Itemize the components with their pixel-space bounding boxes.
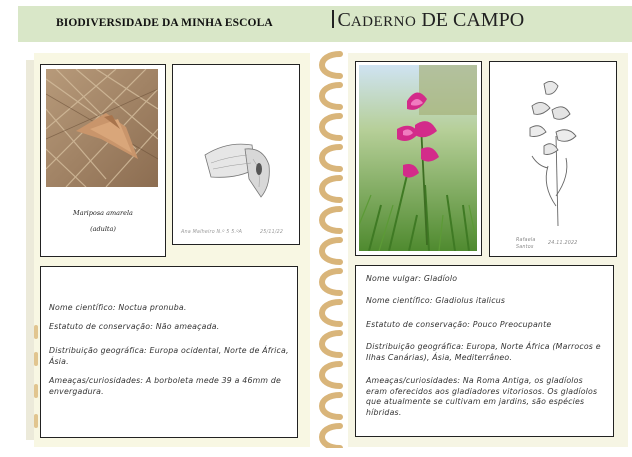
page-tab-mark <box>34 352 38 366</box>
flower-notes-card <box>355 265 614 437</box>
moth-sketch-card <box>172 64 300 245</box>
sketch-signature: Ana Malheiro N.º 5 5.ºA <box>181 230 243 235</box>
spiral-ring <box>322 364 340 386</box>
spiral-ring <box>322 54 340 76</box>
photo-caption-stage: (adulta) <box>90 225 116 233</box>
spiral-ring <box>322 147 340 169</box>
title-small-caps: ADERNO <box>350 14 417 30</box>
spiral-ring <box>322 302 340 324</box>
moth-conservation-status: Estatuto de conservação: Não ameaçada. <box>49 322 220 331</box>
moth-scientific-name: Nome científico: Noctua pronuba. <box>49 303 187 312</box>
spiral-ring <box>322 395 340 417</box>
spiral-ring <box>322 209 340 231</box>
moth-photo <box>46 69 158 187</box>
flower-sketch-card <box>489 61 617 257</box>
flower-sketch-signature-last: Santos <box>516 245 534 250</box>
flower-scientific-name: Nome científico: Gladiolus italicus <box>366 296 506 305</box>
moth-sketch <box>197 135 277 205</box>
page-tab-mark <box>34 325 38 339</box>
page-tab-mark <box>34 414 38 428</box>
sketch-date: 25/11/22 <box>260 230 284 235</box>
flower-conservation-status: Estatuto de conservação: Pouco Preocupante <box>366 320 552 329</box>
gladiolus-photo <box>359 65 477 251</box>
title-big-words: DE CAMPO <box>421 9 525 31</box>
flower-sketch-date: 24.11.2022 <box>548 241 578 246</box>
moth-photo-card <box>40 64 166 257</box>
spiral-ring <box>322 85 340 107</box>
photo-caption-name: Mariposa amarela <box>73 209 133 217</box>
title-first-letter: C <box>337 9 351 31</box>
spiral-ring <box>322 178 340 200</box>
spiral-ring <box>322 116 340 138</box>
spiral-ring <box>322 426 340 448</box>
spiral-ring <box>322 271 340 293</box>
flower-photo-card <box>355 61 482 256</box>
header-band <box>18 6 632 42</box>
title-divider <box>332 10 334 28</box>
moth-curiosities: Ameaças/curiosidades: A borboleta mede 39 a 46mm de envergadura. <box>49 376 282 396</box>
school-title: BIODIVERSIDADE DA MINHA ESCOLA <box>56 17 273 29</box>
moth-distribution: Distribuição geográfica: Europa ocidental, Norte de África, Ásia. <box>49 346 289 366</box>
spiral-ring <box>322 333 340 355</box>
flower-common-name: Nome vulgar: Gladíolo <box>366 274 458 283</box>
spiral-ring <box>322 240 340 262</box>
flower-curiosities: Ameaças/curiosidades: Na Roma Antiga, os gladíolos eram oferecidos aos gladiadores vitoriosos. Os gladíolos que atualmente se cultivam em jardins, são espécies híbridas. <box>366 376 598 417</box>
notebook-title <box>332 9 524 32</box>
flower-sketch-signature-first: Rafaela <box>516 238 536 243</box>
gladiolus-sketch <box>522 76 588 226</box>
flower-distribution: Distribuição geográfica: Europa, Norte África (Marrocos e Ilhas Canárias), Ásia, Mediterrâneo. <box>366 342 601 362</box>
page-tab-mark <box>34 384 38 398</box>
spiral-binding <box>310 44 350 448</box>
moth-notes-card <box>40 266 298 438</box>
